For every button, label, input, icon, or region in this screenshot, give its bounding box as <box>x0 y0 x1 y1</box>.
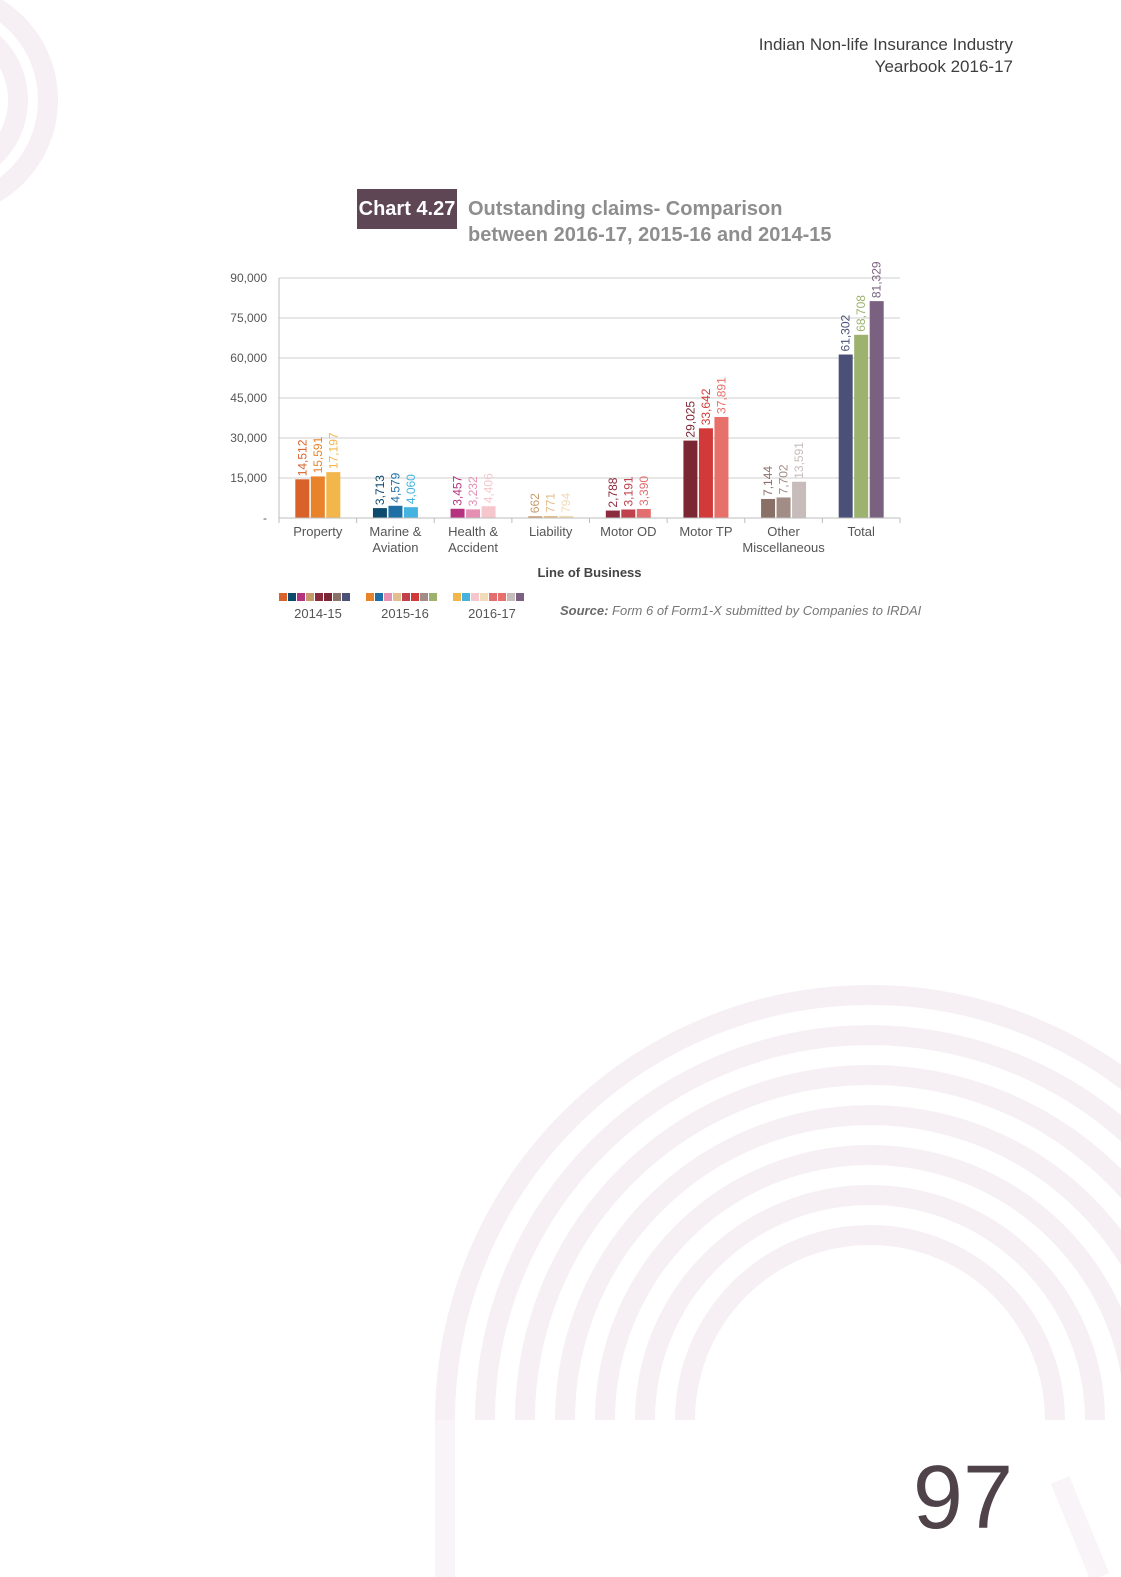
chart-number-badge: Chart 4.27 <box>357 189 457 229</box>
data-label: 771 <box>543 492 558 513</box>
y-tick-label: 90,000 <box>230 271 267 285</box>
bar <box>326 472 340 518</box>
legend-swatches-2015-16 <box>366 593 446 602</box>
x-tick-label: Total <box>847 524 875 539</box>
header-line-1: Indian Non-life Insurance Industry <box>758 35 1013 54</box>
bar <box>466 509 480 518</box>
bar <box>373 508 387 518</box>
bar <box>621 509 635 518</box>
legend-swatch <box>429 593 437 601</box>
bar <box>699 428 713 518</box>
bar <box>388 506 402 518</box>
x-tick-label: Miscellaneous <box>742 540 825 555</box>
data-label: 37,891 <box>714 377 729 414</box>
legend-swatch <box>471 593 479 601</box>
y-tick-label: 60,000 <box>230 351 267 365</box>
legend-swatch <box>375 593 383 601</box>
legend-item-2016-17 <box>453 593 533 621</box>
bar <box>714 417 728 518</box>
bar <box>839 355 853 518</box>
running-header <box>759 34 1013 78</box>
data-label: 4,406 <box>481 473 496 504</box>
legend-swatch <box>393 593 401 601</box>
data-label: 61,302 <box>838 314 853 352</box>
legend-swatch <box>333 593 341 601</box>
data-label: 4,579 <box>388 472 403 503</box>
legend-swatches-2016-17 <box>453 593 533 602</box>
data-label: 17,197 <box>326 432 341 470</box>
bar <box>482 506 496 518</box>
legend-swatch <box>342 593 350 601</box>
legend-swatch <box>516 593 524 601</box>
legend-swatches-2014-15 <box>279 593 359 602</box>
legend-swatch <box>453 593 461 601</box>
x-axis-title: Line of Business <box>537 565 642 580</box>
x-tick-label: Motor OD <box>600 524 657 539</box>
bar <box>295 479 309 518</box>
bars <box>295 261 883 518</box>
data-label: 14,512 <box>295 439 310 477</box>
legend-swatch <box>384 593 392 601</box>
data-label: 13,591 <box>792 442 807 479</box>
source-text: Form 6 of Form1-X submitted by Companies to IRDAI <box>612 603 922 618</box>
legend-swatch <box>297 593 305 601</box>
data-label: 3,232 <box>466 476 481 507</box>
legend-swatch <box>420 593 428 601</box>
bar <box>761 499 775 518</box>
legend-swatch <box>402 593 410 601</box>
y-tick-label: 45,000 <box>230 391 267 405</box>
data-label: 81,329 <box>869 261 884 299</box>
bar <box>683 441 697 518</box>
x-tick-label: Marine & <box>369 524 422 539</box>
bar <box>451 509 465 518</box>
x-tick-label: Liability <box>529 524 573 539</box>
legend-swatch <box>480 593 488 601</box>
header-line-2: Yearbook 2016-17 <box>874 57 1013 76</box>
legend-swatch <box>411 593 419 601</box>
data-label: 33,642 <box>698 388 713 426</box>
source-label: Source: <box>560 603 609 618</box>
data-label: 3,457 <box>450 475 465 506</box>
x-tick-label: Accident <box>448 540 498 555</box>
legend-item-2014-15 <box>279 593 359 621</box>
gridlines <box>279 278 900 478</box>
legend-swatch <box>507 593 515 601</box>
legend-swatch <box>324 593 332 601</box>
x-tick-label: Aviation <box>372 540 419 555</box>
bar <box>792 482 806 518</box>
source-note <box>560 603 921 618</box>
legend-swatch <box>498 593 506 601</box>
legend-label: 2016-17 <box>468 606 516 621</box>
bar-chart <box>210 255 930 635</box>
y-axis <box>230 271 279 525</box>
legend-item-2015-16 <box>366 593 446 621</box>
data-label: 3,390 <box>636 475 651 506</box>
bar <box>777 497 791 518</box>
data-label: 4,060 <box>403 474 418 505</box>
legend-label: 2014-15 <box>294 606 342 621</box>
page-number: 97 <box>912 1448 1013 1548</box>
data-label: 68,708 <box>854 295 869 332</box>
x-axis <box>279 518 900 580</box>
y-tick-label: 15,000 <box>230 471 267 485</box>
data-label: 29,025 <box>683 400 698 438</box>
bar <box>311 476 325 518</box>
y-tick-label: 75,000 <box>230 311 267 325</box>
data-label: 794 <box>559 492 574 513</box>
legend-swatch <box>279 593 287 601</box>
chart-title-line-1: Outstanding claims- Comparison <box>468 198 783 220</box>
data-label: 2,788 <box>605 477 620 508</box>
data-label: 3,713 <box>372 475 387 506</box>
data-label: 15,591 <box>310 436 325 474</box>
y-tick-label: - <box>263 511 267 525</box>
chart-title-line-2: between 2016-17, 2015-16 and 2014-15 <box>468 224 832 246</box>
data-label: 7,702 <box>776 464 791 495</box>
x-tick-label: Motor TP <box>679 524 733 539</box>
x-tick-label: Health & <box>448 524 498 539</box>
bar <box>606 511 620 518</box>
legend-swatch <box>489 593 497 601</box>
legend-swatch <box>306 593 314 601</box>
chart-title <box>468 196 832 248</box>
legend-label: 2015-16 <box>381 606 429 621</box>
legend-swatch <box>288 593 296 601</box>
bar <box>637 509 651 518</box>
legend-swatch <box>366 593 374 601</box>
bar <box>854 335 868 518</box>
x-tick-label: Other <box>767 524 800 539</box>
bar <box>404 507 418 518</box>
x-tick-label: Property <box>293 524 343 539</box>
data-label: 7,144 <box>761 465 776 496</box>
data-label: 3,191 <box>621 476 636 507</box>
data-label: 662 <box>528 493 543 514</box>
legend-swatch <box>315 593 323 601</box>
legend-swatch <box>462 593 470 601</box>
y-tick-label: 30,000 <box>230 431 267 445</box>
bar <box>870 301 884 518</box>
